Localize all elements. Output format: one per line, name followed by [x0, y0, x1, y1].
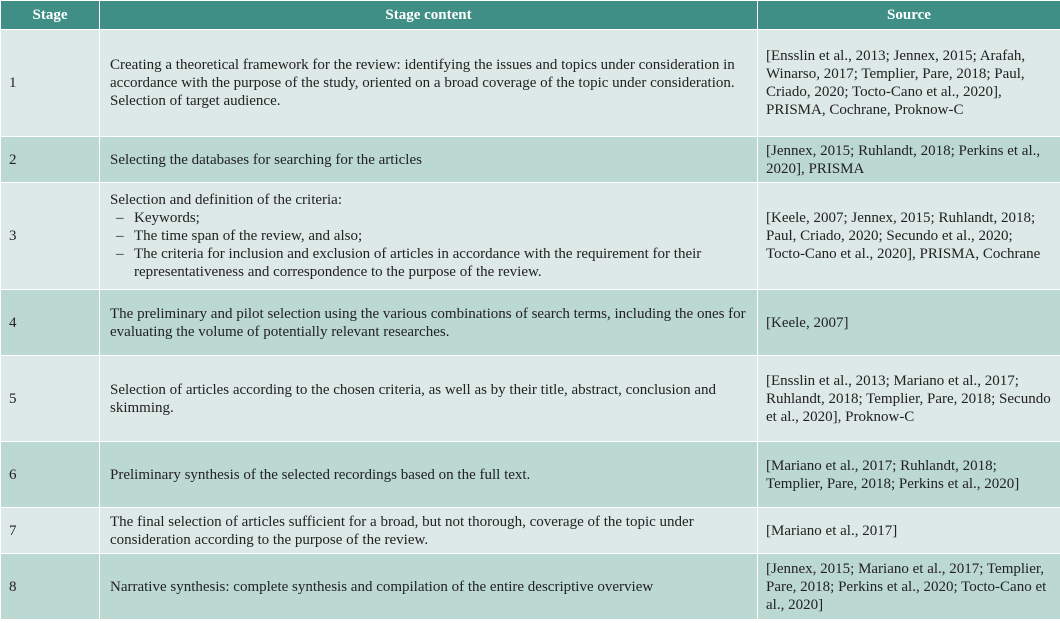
stage-source: [Ensslin et al., 2013; Jennex, 2015; Arafah, Winarso, 2017; Templier, Pare, 2018; Paul, Criado, 2020; Tocto-Cano et al., 2020], PRISMA, Cochrane, Proknow-C	[758, 30, 1060, 137]
table-row	[1, 356, 1060, 442]
stage-source: [Jennex, 2015; Ruhlandt, 2018; Perkins et al., 2020], PRISMA	[758, 137, 1060, 183]
header-stage: Stage	[1, 1, 100, 30]
stage-content: The final selection of articles sufficient for a broad, but not thorough, coverage of the topic under consideration according to the purpose of the review.	[100, 508, 758, 554]
stage-source: [Mariano et al., 2017; Ruhlandt, 2018; Templier, Pare, 2018; Perkins et al., 2020]	[758, 442, 1060, 508]
table-row	[1, 554, 1060, 620]
criteria-list	[110, 209, 749, 281]
stage-number: 7	[1, 508, 100, 554]
stage-source: [Jennex, 2015; Mariano et al., 2017; Templier, Pare, 2018; Perkins et al., 2020; Tocto-Cano et al., 2020]	[758, 554, 1060, 620]
header-stage-content: Stage content	[100, 1, 758, 30]
stage-source: [Ensslin et al., 2013; Mariano et al., 2017; Ruhlandt, 2018; Templier, Pare, 2018; Secundo et al., 2020], Proknow-C	[758, 356, 1060, 442]
list-item: – Keywords;	[116, 209, 749, 227]
stage-source: [Keele, 2007]	[758, 290, 1060, 356]
stage-number: 1	[1, 30, 100, 137]
stage-content: Narrative synthesis: complete synthesis and compilation of the entire descriptive overview	[100, 554, 758, 620]
stage-content: Creating a theoretical framework for the review: identifying the issues and topics under consideration in accordance with the purpose of the study, oriented on a broad coverage of the topic under consideration. Selection of target audience.	[100, 30, 758, 137]
stage-content	[100, 183, 758, 290]
stage-number: 3	[1, 183, 100, 290]
table-row	[1, 183, 1060, 290]
stage-content: Preliminary synthesis of the selected recordings based on the full text.	[100, 442, 758, 508]
stage-number: 6	[1, 442, 100, 508]
table-row	[1, 137, 1060, 183]
stage-content: Selection of articles according to the chosen criteria, as well as by their title, abstract, conclusion and skimming.	[100, 356, 758, 442]
stage-number: 4	[1, 290, 100, 356]
criteria-intro: Selection and definition of the criteria:	[110, 192, 343, 208]
table-row	[1, 30, 1060, 137]
stage-number: 2	[1, 137, 100, 183]
list-item: – The criteria for inclusion and exclusion of articles in accordance with the requirement for their representativeness and correspondence to the purpose of the review.	[116, 245, 749, 281]
list-item: – The time span of the review, and also;	[116, 227, 749, 245]
stage-content: The preliminary and pilot selection using the various combinations of search terms, including the ones for evaluating the volume of potentially relevant researches.	[100, 290, 758, 356]
stage-content: Selecting the databases for searching for the articles	[100, 137, 758, 183]
stage-number: 5	[1, 356, 100, 442]
stage-source: [Mariano et al., 2017]	[758, 508, 1060, 554]
stage-number: 8	[1, 554, 100, 620]
header-source: Source	[758, 1, 1060, 30]
table-row	[1, 508, 1060, 554]
header-row	[1, 1, 1060, 30]
table-row	[1, 442, 1060, 508]
table-row	[1, 290, 1060, 356]
stage-source: [Keele, 2007; Jennex, 2015; Ruhlandt, 2018; Paul, Criado, 2020; Secundo et al., 2020; Tocto-Cano et al., 2020], PRISMA, Cochrane	[758, 183, 1060, 290]
